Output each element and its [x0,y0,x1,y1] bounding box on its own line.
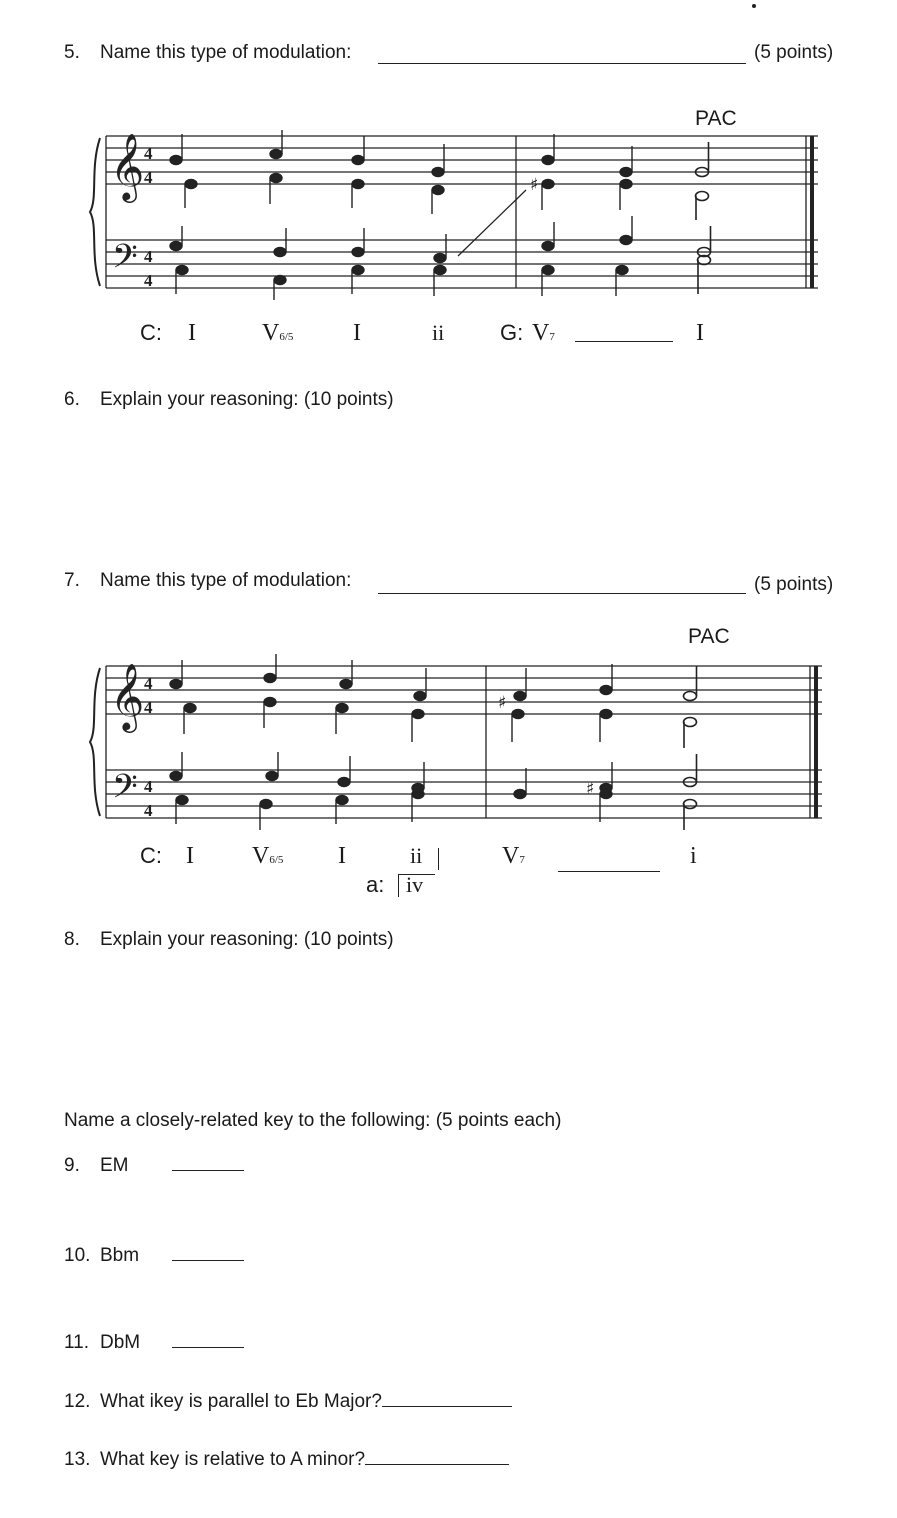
time-signature-treble-b: 4 [144,168,153,187]
key-label-c: C: [140,843,162,868]
roman-numeral-4: ii [410,843,423,868]
figured-bass: 6/5 [269,854,284,866]
sharp-sign: ♯ [530,175,539,195]
question-label: EM [100,1155,129,1176]
sharp-sign: ♯ [586,779,595,799]
roman-numeral-text: V [532,320,550,346]
time-signature-bass-b: 4 [144,801,153,820]
roman-numeral-4: ii [432,320,445,345]
answer-line-5[interactable] [378,62,746,64]
question-number: 9. [64,1155,80,1176]
question-9 [64,1155,244,1177]
cadence-label: PAC [695,107,737,130]
pivot-chord: iv [406,872,424,897]
analysis-blank-1[interactable] [575,332,673,350]
answer-line-7[interactable] [378,592,746,594]
question-number: 6. [64,389,80,410]
treble-clef: 𝄞 [110,132,145,200]
question-text: Explain your reasoning: (10 points) [100,929,394,950]
key-label-c: C: [140,320,162,345]
question-text: Name this type of modulation: [100,42,352,63]
points-5: (5 points) [754,42,834,63]
question-number: 13. [64,1449,91,1470]
question-12 [64,1391,512,1413]
figured-bass: 6/5 [279,331,294,343]
question-label: Bbm [100,1245,140,1266]
bass-clef: 𝄢 [112,238,138,284]
points-7: (5 points) [754,574,834,595]
question-6 [64,389,394,411]
analysis-blank-2[interactable] [558,862,660,880]
question-11 [64,1332,244,1354]
sharp-sign: ♯ [498,693,507,713]
question-number: 12. [64,1391,91,1412]
question-number: 10. [64,1245,91,1266]
music-score-2 [86,652,826,830]
question-8 [64,929,394,951]
question-number: 5. [64,42,80,63]
roman-numeral-text: V [502,843,520,869]
pivot-bracket-top [438,848,439,870]
roman-numeral-5 [532,320,555,347]
figured-bass: 7 [519,854,525,866]
roman-numeral-6: i [690,843,697,869]
roman-numeral-3: I [353,320,361,346]
question-7 [64,570,351,592]
figured-bass: 7 [549,331,555,343]
time-signature-treble: 4 [144,674,153,693]
roman-numeral-5 [502,843,525,870]
answer-line-12[interactable] [382,1405,512,1407]
question-13 [64,1449,509,1471]
answer-line-9[interactable] [172,1169,244,1171]
key-label-a: a: [366,872,385,897]
roman-numeral-2 [252,843,283,870]
roman-numeral-3: I [338,843,346,869]
question-10 [64,1245,244,1267]
time-signature-bass-b: 4 [144,271,153,290]
key-label-g: G: [500,320,524,345]
answer-line-10[interactable] [172,1259,244,1261]
roman-numeral-6: I [696,320,704,346]
time-signature-bass: 4 [144,777,153,796]
question-text: What ikey is parallel to Eb Major? [100,1391,382,1412]
question-text: Name this type of modulation: [100,570,352,591]
stray-mark [752,4,756,8]
answer-line-13[interactable] [365,1463,509,1465]
question-number: 7. [64,570,80,591]
time-signature-treble-b: 4 [144,698,153,717]
roman-numeral-1: I [186,843,194,869]
music-score-1 [86,128,826,300]
roman-numeral-text: V [252,843,270,869]
roman-numeral-2 [262,320,293,347]
section-instructions: Name a closely-related key to the following: (5 points each) [64,1110,562,1131]
question-text: What key is relative to A minor? [100,1449,366,1470]
time-signature-bass: 4 [144,247,153,266]
roman-numeral-text: V [262,320,280,346]
question-text: Explain your reasoning: (10 points) [100,389,394,410]
roman-numeral-1: I [188,320,196,346]
cadence-label: PAC [688,625,730,648]
question-number: 8. [64,929,80,950]
answer-line-11[interactable] [172,1346,244,1348]
question-number: 11. [64,1332,90,1353]
time-signature-treble: 4 [144,144,153,163]
question-label: DbM [100,1332,141,1353]
question-5 [64,42,351,64]
bass-clef: 𝄢 [112,768,138,814]
treble-clef: 𝄞 [110,662,145,730]
